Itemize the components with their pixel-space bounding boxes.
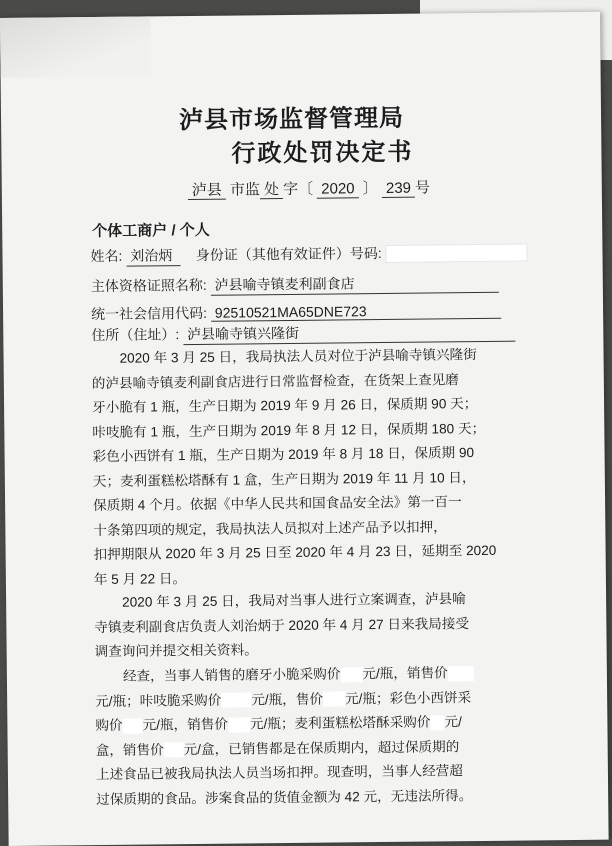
para3-text: 盒，销售价	[95, 741, 164, 758]
para3-line-6: 过保质期的食品。涉案食品的货值金额为 42 元，无违法所得。	[96, 787, 473, 807]
price-redaction	[221, 693, 251, 708]
license-name-label: 主体资格证照名称:	[90, 276, 207, 295]
page-fold-shadow	[0, 16, 151, 78]
para1-line: 的泸县喻寺镇麦利副食店进行日常监督检查，在货架上查见磨	[91, 371, 459, 391]
doc-year: 2020	[317, 180, 359, 198]
doc-char: 字	[282, 180, 299, 199]
para1-line: 十条第四项的规定，我局执法人员拟对上述产品予以扣押，	[93, 518, 447, 538]
para1-line: 咔吱脆有 1 瓶，生产日期为 2019 年 8 月 12 日，保质期 180 天；	[92, 420, 486, 440]
doc-prefix: 泸县	[188, 182, 226, 200]
para3-line-5: 上述食品已被我局执法人员当场扣押。现查明，当事人经营超	[95, 763, 464, 783]
para1-line: 保质期 4 个月。依据《中华人民共和国食品安全法》第一百一	[93, 494, 462, 514]
document-number: 泸县 市监 处 字〔 2020 〕 239 号	[188, 177, 430, 201]
para1-line: 彩色小西饼有 1 瓶，生产日期为 2019 年 8 月 18 日，保质期 90	[92, 445, 475, 465]
para2-line: 寺镇麦利副食店负责人刘治炳于 2020 年 4 月 27 日来我局接受	[94, 615, 470, 635]
license-row	[91, 272, 499, 297]
doc-suffix: 号	[414, 179, 431, 197]
price-redaction	[123, 718, 143, 733]
para2-line: 2020 年 3 月 25 日，我局对当事人进行立案调查，泸县喻	[122, 591, 466, 610]
name-row	[90, 241, 527, 267]
para3-text: 元/盒，已销售都是在保质期内，超过保质期的	[183, 738, 460, 757]
credit-code-label: 统一社会信用代码:	[91, 304, 208, 323]
para3-text: 元/瓶；彩色小西饼采	[344, 689, 472, 706]
address-value: 泸县喻寺镇兴隆街	[183, 321, 515, 345]
para3-text: 元/瓶；咔吱脆采购价	[95, 692, 222, 709]
document-page	[0, 12, 609, 846]
para3-line-2	[95, 685, 535, 714]
para3-text: 购价	[95, 717, 123, 734]
name-label: 姓名:	[90, 247, 123, 265]
para1-line: 2020 年 3 月 25 日，我局执法人员对位于泸县喻寺镇兴隆街	[119, 347, 477, 366]
price-redaction	[430, 715, 444, 730]
doc-sub: 处	[260, 181, 283, 199]
price-redaction	[323, 692, 345, 707]
para3-text: 元/瓶；麦利蛋糕松塔酥采购价	[249, 714, 431, 732]
para3-text: 元/瓶，销售价	[142, 716, 229, 733]
price-redaction	[340, 667, 362, 682]
id-number-redaction	[386, 244, 528, 263]
price-redaction	[164, 743, 184, 758]
para2-line: 调查询问并提交相关资料。	[94, 642, 258, 660]
doc-num: 239	[382, 180, 415, 198]
para1-line: 天；麦利蛋糕松塔酥有 1 盒，生产日期为 2019 年 11 月 10 日，	[92, 469, 476, 489]
address-row	[91, 321, 515, 346]
para3-text: 元/	[444, 714, 462, 730]
price-redaction	[228, 717, 250, 732]
document-type-title: 行政处罚决定书	[231, 136, 414, 168]
para1-line: 牙小脆有 1 瓶，生产日期为 2019 年 9 月 26 日，保质期 90 天；	[92, 396, 478, 416]
license-name-value: 泸县喻寺镇麦利副食店	[210, 272, 498, 296]
authority-title: 泸县市场监督管理局	[178, 102, 405, 135]
credit-code-value: 92510521MA65DNE723	[211, 302, 501, 322]
paragraph-investigation	[94, 586, 535, 664]
id-label: 身份证（其他有效证件）号码:	[195, 245, 382, 263]
name-value: 刘治炳	[126, 245, 180, 267]
paragraph-findings	[95, 660, 537, 812]
para3-text: 元/瓶，销售价	[362, 665, 448, 682]
doc-dept: 市监	[229, 181, 261, 199]
para3-text: 经查，当事人销售的磨牙小脆采购价	[122, 666, 341, 684]
price-redaction	[448, 666, 474, 681]
party-type-heading: 个体工商户 / 个人	[92, 221, 210, 241]
paragraph-inspection	[91, 342, 534, 592]
address-label: 住所（住址）:	[91, 326, 180, 344]
para1-line: 年 5 月 22 日。	[93, 570, 187, 587]
para3-text: 元/瓶，售价	[251, 691, 324, 707]
para1-line: 扣押期限从 2020 年 3 月 25 日至 2020 年 4 月 23 日，延期至 2020	[93, 542, 497, 563]
